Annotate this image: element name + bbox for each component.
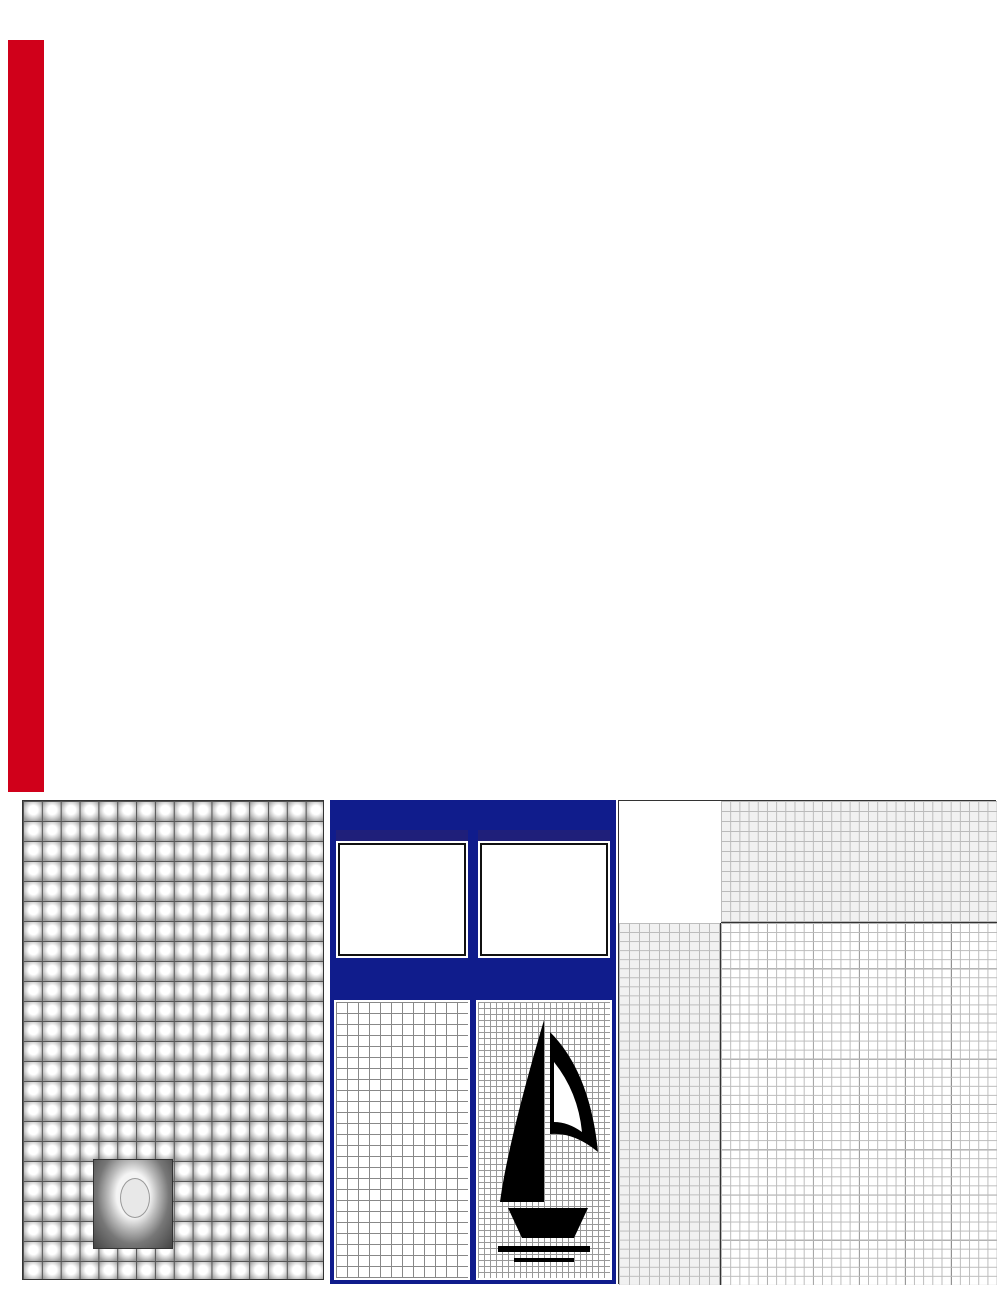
sailboat-picture xyxy=(478,1002,610,1278)
sudoku-hard-label xyxy=(478,830,610,841)
answers-panel xyxy=(330,800,616,1284)
tv-program xyxy=(8,12,996,792)
japanese-field[interactable] xyxy=(721,923,997,1285)
day-columns xyxy=(44,40,996,328)
scanword-answer xyxy=(334,1000,470,1280)
japanese-answer-grid xyxy=(478,1002,610,1278)
day-row-friday xyxy=(8,40,996,328)
sudoku-easy-label xyxy=(336,830,468,841)
day-label-saturday xyxy=(8,328,44,602)
japanese-left-hints xyxy=(619,923,721,1285)
japanese-answer xyxy=(476,1000,612,1280)
day-row-sunday xyxy=(8,602,996,792)
sudoku-easy-grid xyxy=(338,843,466,956)
japanese-crossword xyxy=(618,800,996,1284)
sudoku-hard-grid xyxy=(480,843,608,956)
day-label-friday xyxy=(8,40,44,328)
scanword-answer-grid xyxy=(336,1002,468,1278)
sudoku-hard xyxy=(478,830,610,958)
day-row-saturday xyxy=(8,328,996,602)
channel-header-row xyxy=(44,12,996,40)
portrait-face xyxy=(120,1178,150,1218)
japanese-top-hints xyxy=(721,801,997,923)
day-label-sunday xyxy=(8,602,44,792)
day-columns xyxy=(44,602,996,792)
day-columns xyxy=(44,328,996,602)
sudoku-easy xyxy=(336,830,468,958)
crossword-photo xyxy=(93,1159,173,1249)
scanword-crossword xyxy=(22,800,324,1280)
